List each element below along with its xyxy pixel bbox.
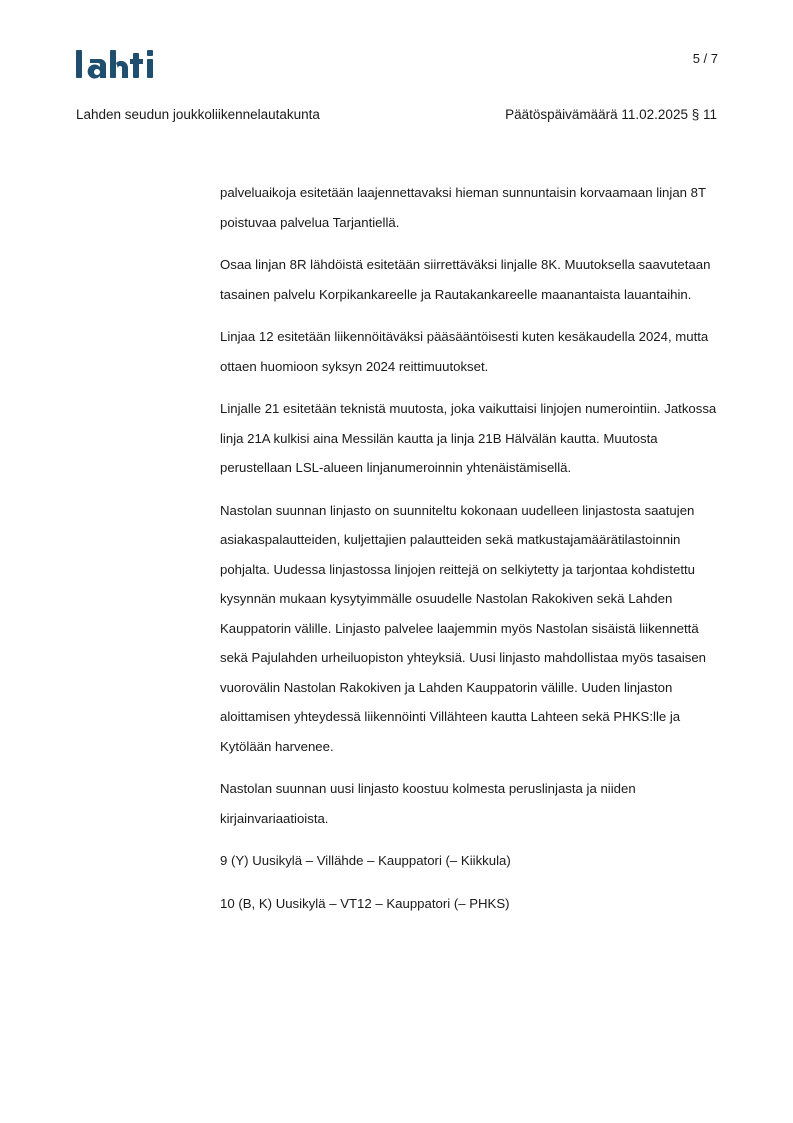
lahti-logo [76, 46, 168, 82]
route-line-9: 9 (Y) Uusikylä – Villähde – Kauppatori (– Kiikkula) [220, 853, 511, 868]
document-body [220, 178, 720, 931]
organization-name: Lahden seudun joukkoliikennelautakunta [76, 107, 320, 122]
paragraph: Osaa linjan 8R lähdöistä esitetään siirrettäväksi linjalle 8K. Muutoksella saavutetaan tasainen palvelu Korpikankareelle ja Rautakankareelle maanantaista lauantaihin. [220, 257, 711, 302]
paragraph: Linjalle 21 esitetään teknistä muutosta, joka vaikuttaisi linjojen numerointiin. Jatkossa linja 21A kulkisi aina Messilän kautta ja linja 21B Hälvälän kautta. Muutosta perustellaan LSL-alueen linjanumeroinnin yhtenäistämisellä. [220, 401, 717, 475]
route-line-10: 10 (B, K) Uusikylä – VT12 – Kauppatori (– PHKS) [220, 895, 510, 911]
lahti-logo-mark [76, 46, 168, 82]
paragraph: Nastolan suunnan linjasto on suunniteltu kokonaan uudelleen linjastosta saatujen asiakaspalautteiden, kuljettajien palautteiden sekä matkustajamäärätilastoinnin pohjalta. Uudessa linjastossa linjojen reittejä on selkiytetty ja tarjontaa kohdistettu kysynnän mukaan kysytyimmälle osuudelle Nastolan Rakokiven sekä Lahden Kauppatorin välille. Linjasto palvelee laajemmin myös Nastolan sisäistä liikennettä sekä Pajulahden urheiluopiston yhteyksiä. Uusi linjasto mahdollistaa myös tasaisen vuorovälin Nastolan Rakokiven ja Lahden Kauppatorin välille. Uuden linjaston aloittamisen yhteydessä liikennöinti Villähteen kautta Lahteen sekä PHKS:lle ja Kytölään harvenee. [220, 502, 707, 754]
page-number: 5 / 7 [692, 51, 718, 66]
paragraph: Linjaa 12 esitetään liikennöitäväksi pääsääntöisesti kuten kesäkaudella 2024, mutta ottaen huomioon syksyn 2024 reittimuutokset. [220, 329, 709, 374]
paragraph: Nastolan suunnan uusi linjasto koostuu kolmesta peruslinjasta ja niiden kirjainvariaatioista. [220, 781, 636, 826]
paragraph: palveluaikoja esitetään laajennettavaksi hieman sunnuntaisin korvaamaan linjan 8T poistuvaa palvelua Tarjantiellä. [220, 185, 706, 230]
decision-date: Päätöspäivämäärä 11.02.2025 § 11 [505, 107, 717, 122]
